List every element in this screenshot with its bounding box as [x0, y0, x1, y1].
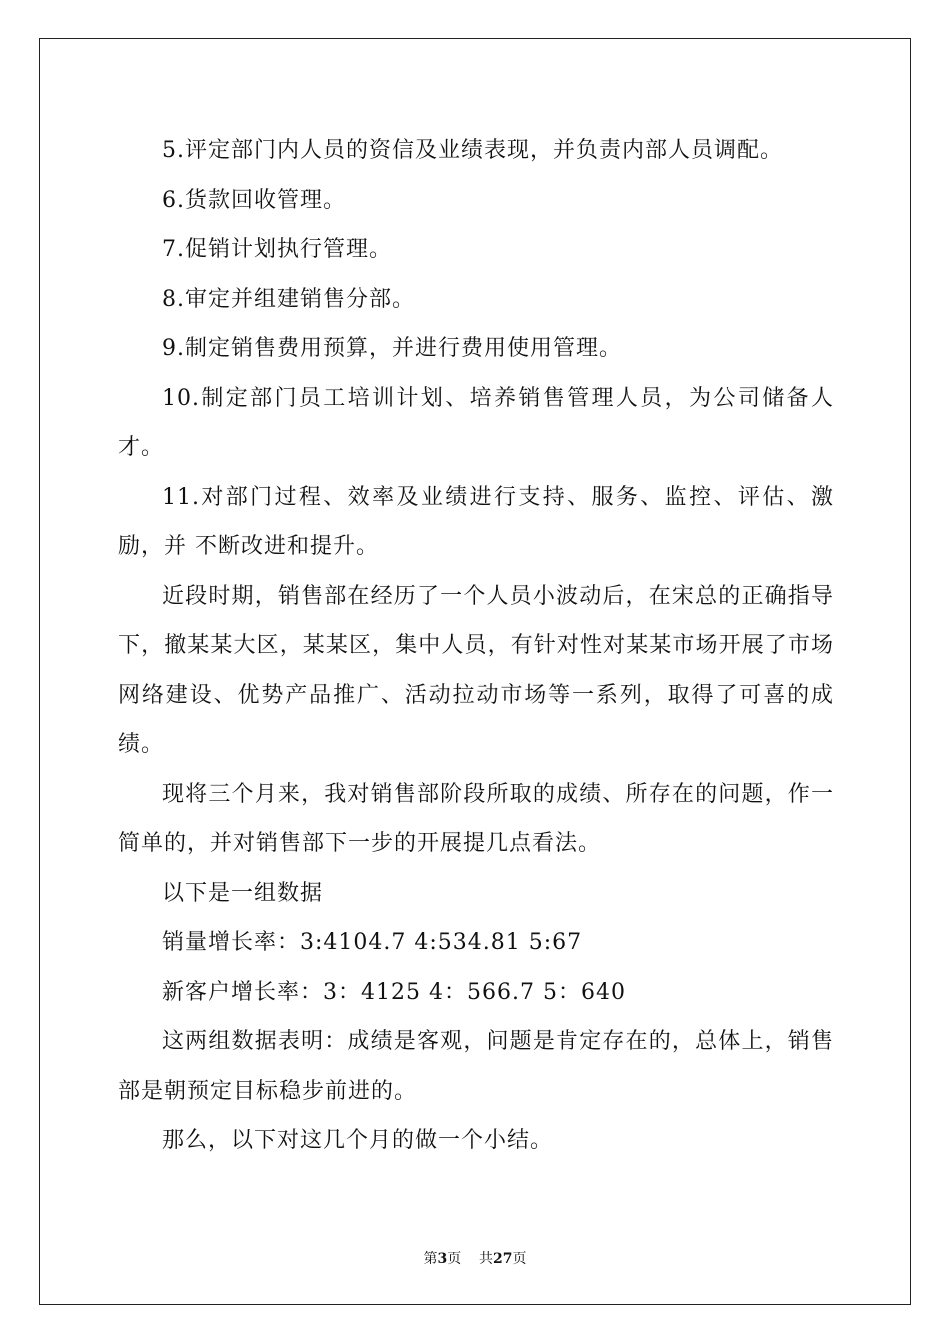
paragraph-13: 这两组数据表明：成绩是客观，问题是肯定存在的，总体上，销售部是朝预定目标稳步前进的。: [118, 1029, 834, 1104]
paragraph-3: 7.促销计划执行管理。: [162, 237, 392, 262]
paragraph-6: 10.制定部门员工培训计划、培养销售管理人员，为公司储备人才。: [118, 385, 834, 460]
footer-prefix: 第: [423, 1251, 438, 1267]
paragraph-10: 以下是一组数据: [162, 880, 324, 906]
paragraph-1: 5.评定部门内人员的资信及业绩表现，并负责内部人员调配。: [162, 138, 783, 163]
page-footer: [0, 1248, 950, 1268]
paragraph-12: 新客户增长率：3：4125 4：566.7 5：640: [162, 979, 626, 1005]
paragraph-2: 6.货款回收管理。: [162, 187, 346, 213]
document-body: [118, 126, 834, 1166]
paragraph-11: 销量增长率：3:4104.7 4:534.81 5:67: [162, 930, 583, 955]
footer-total-unit: 页: [512, 1251, 527, 1267]
paragraph-9: 现将三个月来，我对销售部阶段所取的成绩、所存在的问题，作一简单的，并对销售部下一步的开展提几点看法。: [118, 781, 834, 856]
paragraph-7: 11.对部门过程、效率及业绩进行支持、服务、监控、评估、激励，并 不断改进和提升。: [118, 484, 834, 559]
footer-page-number: 3: [437, 1251, 448, 1267]
footer-total-prefix: 共: [479, 1251, 494, 1267]
footer-total-pages: 27: [493, 1251, 513, 1267]
paragraph-8: 近段时期，销售部在经历了一个人员小波动后，在宋总的正确指导下，撤某某大区，某某区，集中人员，有针对性对某某市场开展了市场网络建设、优势产品推广、活动拉动市场等一系列，取得了可喜的成绩。: [118, 583, 834, 757]
paragraph-5: 9.制定销售费用预算，并进行费用使用管理。: [162, 336, 622, 361]
paragraph-14: 那么，以下对这几个月的做一个小结。: [162, 1128, 554, 1153]
footer-page-unit: 页: [447, 1251, 462, 1267]
paragraph-4: 8.审定并组建销售分部。: [162, 286, 415, 312]
